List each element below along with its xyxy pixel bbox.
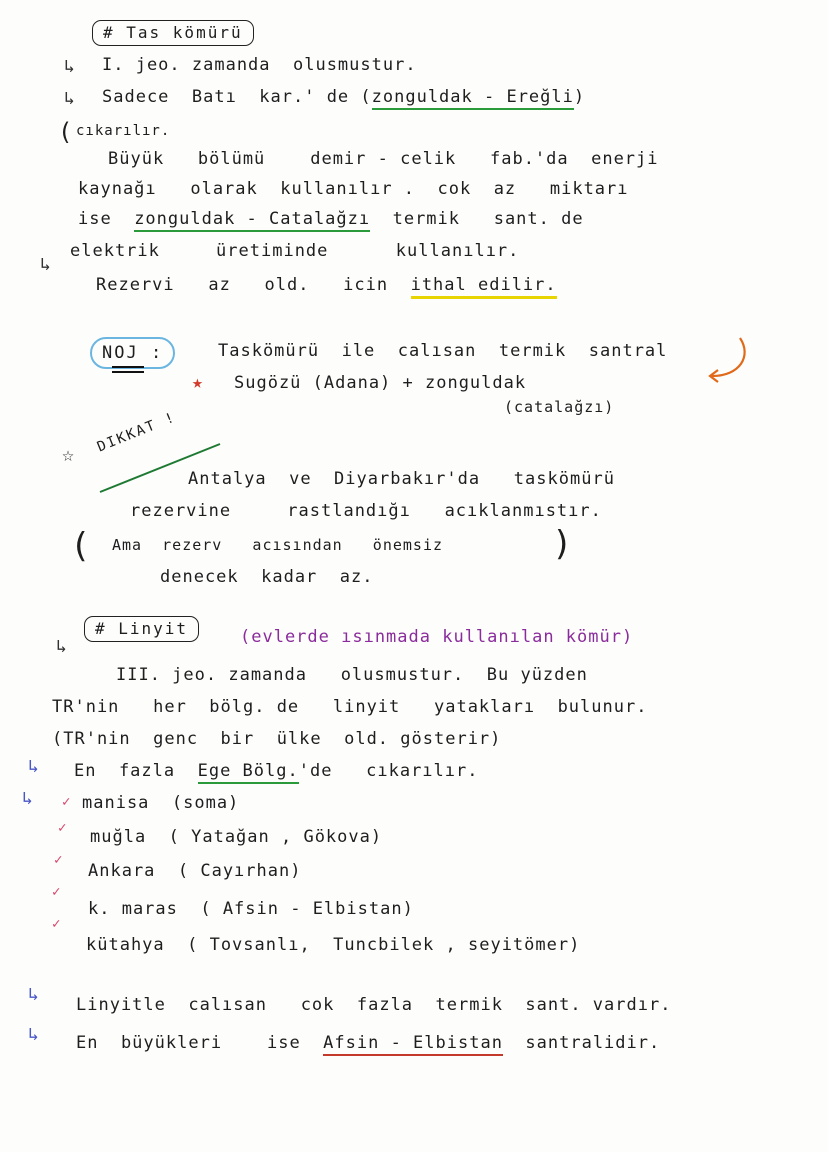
curved-arrow-icon: ↳ <box>40 254 51 275</box>
tas-line-8: Rezervi az old. icin ithal edilir. <box>96 274 557 296</box>
red-star-icon: ★ <box>192 372 203 393</box>
tas-line-6: ise zonguldak - Catalağzı termik sant. de <box>78 208 584 230</box>
linyit-line-4: En fazla Ege Bölg.'de cıkarılır. <box>74 760 478 782</box>
city-kutahya: kütahya ( Tovsanlı, Tuncbilek , seyitömer) <box>86 935 581 955</box>
city-manisa: manisa (soma) <box>82 793 240 813</box>
heading-linyit: # Linyit <box>84 616 199 642</box>
afsin-elbistan-underlined: Afsin - Elbistan <box>323 1033 503 1056</box>
linyit-line-2: TR'nin her bölg. de linyit yatakları bulunur. <box>52 697 648 717</box>
open-paren-mark: ( <box>70 526 91 566</box>
tas-line-2: Sadece Batı kar.' de (zonguldak - Ereğli) <box>102 86 585 108</box>
noj-badge: NOJ : <box>90 337 175 369</box>
linyit-line-1: III. jeo. zamanda olusmustur. Bu yüzden <box>116 665 588 685</box>
curved-arrow-icon: ↳ <box>56 636 67 657</box>
star-icon: ☆ <box>62 442 75 466</box>
linyit-line-3: (TR'nin genc bir ülke old. gösterir) <box>52 729 502 749</box>
dikkat-line-4: denecek kadar az. <box>160 567 374 587</box>
blue-arrow-icon: ↳ <box>22 788 33 809</box>
orange-curved-arrow-icon <box>700 332 750 388</box>
curved-arrow-icon: ↳ <box>64 88 75 109</box>
ithal-edilir-highlight: ithal edilir. <box>411 275 557 299</box>
check-icon: ✓ <box>62 794 71 810</box>
noj-line-3: (catalağzı) <box>504 398 615 416</box>
tas-line-1: I. jeo. zamanda olusmustur. <box>102 55 417 75</box>
noj-line-1: Taskömürü ile calısan termik santral <box>218 341 668 361</box>
noj-line-2: Sugözü (Adana) + zonguldak <box>234 373 527 393</box>
city-mugla: muğla ( Yatağan , Gökova) <box>90 827 383 847</box>
city-kmaras: k. maras ( Afsin - Elbistan) <box>88 899 414 919</box>
linyit-line-5: Linyitle calısan cok fazla termik sant. vardır. <box>76 995 672 1015</box>
open-paren-mark: ( <box>58 118 73 146</box>
dikkat-line-3: Ama rezerv acısından önemsiz <box>112 536 444 554</box>
linyit-note: (evlerde ısınmada kullanılan kömür) <box>240 627 634 647</box>
noj-double-underline <box>112 366 144 373</box>
heading-tas-komuru: # Tas kömürü <box>92 20 254 46</box>
close-paren-mark: ) <box>552 524 573 564</box>
blue-arrow-icon: ↳ <box>28 756 39 777</box>
curved-arrow-icon: ↳ <box>64 56 75 77</box>
city-ankara: Ankara ( Cayırhan) <box>88 861 302 881</box>
tas-line-3: cıkarılır. <box>76 123 171 139</box>
tas-line-7: elektrik üretiminde kullanılır. <box>70 241 520 261</box>
check-icon: ✓ <box>52 916 61 932</box>
linyit-line-6: En büyükleri ise Afsin - Elbistan santralidir. <box>76 1032 660 1054</box>
check-icon: ✓ <box>58 820 67 836</box>
zonguldak-catalagzi-underlined: zonguldak - Catalağzı <box>134 209 370 232</box>
tas-line-5: kaynağı olarak kullanılır . cok az miktarı <box>78 179 629 199</box>
check-icon: ✓ <box>54 852 63 868</box>
dikkat-label: DIKKAT ! <box>95 409 179 456</box>
dikkat-line-1: Antalya ve Diyarbakır'da taskömürü <box>188 469 615 489</box>
check-icon: ✓ <box>52 884 61 900</box>
blue-arrow-icon: ↳ <box>28 1024 39 1045</box>
ege-bolg-underlined: Ege Bölg. <box>198 761 299 784</box>
zonguldak-eregli-underlined: zonguldak - Ereğli <box>372 87 574 110</box>
dikkat-line-2: rezervine rastlandığı acıklanmıstır. <box>130 501 602 521</box>
blue-arrow-icon: ↳ <box>28 984 39 1005</box>
tas-line-4: Büyük bölümü demir - celik fab.'da enerji <box>108 149 659 169</box>
